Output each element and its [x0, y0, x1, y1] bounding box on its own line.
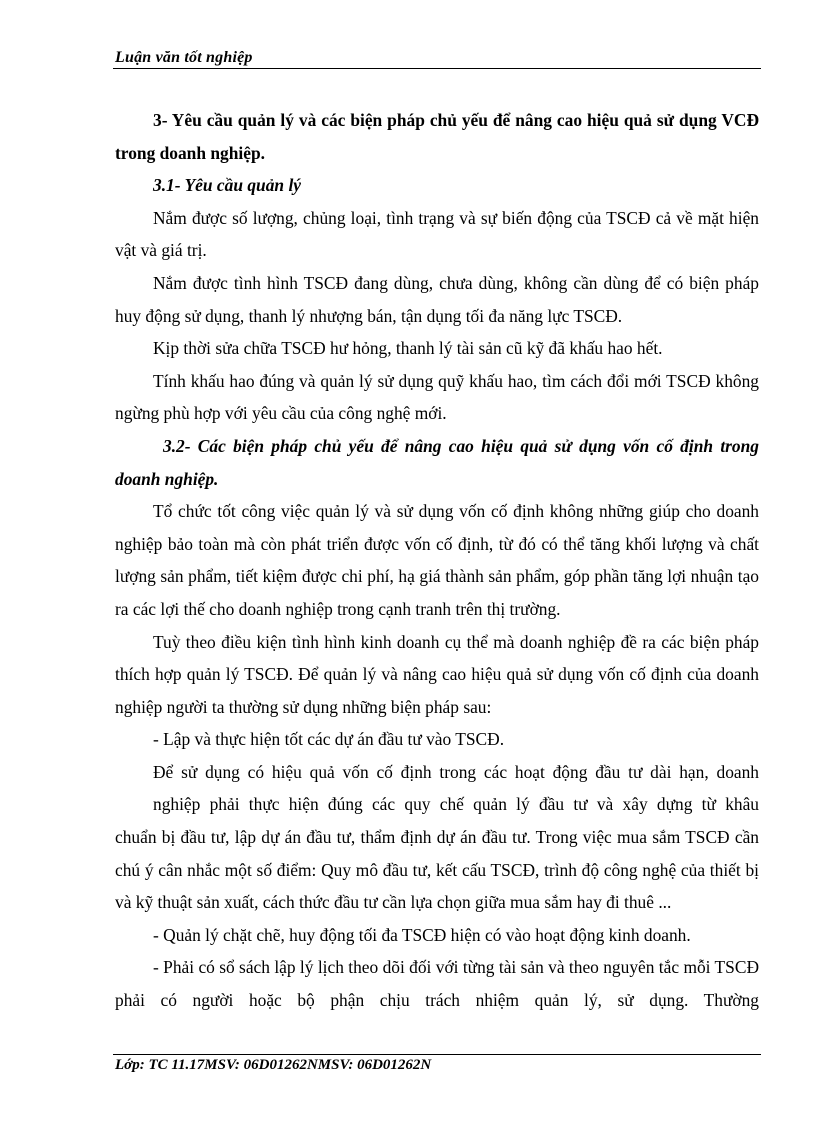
- paragraph: Nắm được tình hình TSCĐ đang dùng, chưa dùng, không cần dùng để có biện pháp huy động sử dụng, thanh lý nhượng bán, tận dụng tối đa năng lực TSCĐ.: [115, 272, 759, 326]
- paragraph: chuẩn bị đầu tư, lập dự án đầu tư, thẩm định dự án đầu tư. Trong việc mua sắm TSCĐ cần chú ý cân nhắc một số điểm: Quy mô đầu tư, kết cấu TSCĐ, trình độ công nghệ của thiết bị và kỹ thuật sản xuất, cách thức đầu tư cần lựa chọn giữa mua sắm hay đi thuê ...: [115, 827, 759, 913]
- running-footer: Lớp: TC 11.17MSV: 06D01262NMSV: 06D01262N: [115, 1057, 432, 1073]
- running-header: Luận văn tốt nghiệp: [115, 49, 253, 66]
- bullet-item: - Phải có sổ sách lập lý lịch theo dõi đối với từng tài sản và theo nguyên tắc mỗi TSCĐ phải có người hoặc bộ phận chịu trách nhiệm quản lý, sử dụng. Thường: [115, 957, 759, 1011]
- footer-divider: [113, 1054, 761, 1055]
- bullet-item: - Lập và thực hiện tốt các dự án đầu tư vào TSCĐ.: [153, 729, 505, 750]
- header-divider: [113, 68, 761, 69]
- paragraph: Kịp thời sửa chữa TSCĐ hư hỏng, thanh lý tài sản cũ kỹ đã khấu hao hết.: [153, 338, 663, 359]
- paragraph: Nắm được số lượng, chủng loại, tình trạng và sự biến động của TSCĐ cả về mặt hiện vật và giá trị.: [115, 207, 759, 261]
- subsection-heading-3-1: 3.1- Yêu cầu quản lý: [153, 175, 301, 196]
- paragraph-line: Để sử dụng có hiệu quả vốn cố định trong các hoạt động đầu tư dài hạn, doanh: [153, 761, 759, 782]
- page-body: [115, 104, 759, 1017]
- paragraph: Tính khấu hao đúng và quản lý sử dụng quỹ khấu hao, tìm cách đổi mới TSCĐ không ngừng phù hợp với yêu cầu của công nghệ mới.: [115, 370, 759, 424]
- bullet-item: - Quản lý chặt chẽ, huy động tối đa TSCĐ hiện có vào hoạt động kinh doanh.: [153, 924, 691, 945]
- paragraph-line: nghiệp phải thực hiện đúng các quy chế quản lý đầu tư và xây dựng từ khâu: [153, 794, 759, 815]
- paragraph: Tuỳ theo điều kiện tình hình kinh doanh cụ thể mà doanh nghiệp đề ra các biện pháp thích hợp quản lý TSCĐ. Để quản lý và nâng cao hiệu quả sử dụng vốn cố định của doanh nghiệp người ta thường sử dụng những biện pháp sau:: [115, 631, 759, 717]
- paragraph: Tổ chức tốt công việc quản lý và sử dụng vốn cố định không những giúp cho doanh nghiệp bảo toàn mà còn phát triển được vốn cố định, từ đó có thể tăng khối lượng và chất lượng sản phẩm, tiết kiệm được chi phí, hạ giá thành sản phẩm, góp phần tăng lợi nhuận tạo ra các lợi thế cho doanh nghiệp trong cạnh tranh trên thị trường.: [115, 501, 759, 619]
- subsection-heading-3-2: 3.2- Các biện pháp chủ yếu để nâng cao hiệu quả sử dụng vốn cố định trong doanh nghiệp.: [115, 435, 759, 489]
- section-heading: 3- Yêu cầu quản lý và các biện pháp chủ yếu để nâng cao hiệu quả sử dụng VCĐ trong doanh nghiệp.: [115, 110, 759, 163]
